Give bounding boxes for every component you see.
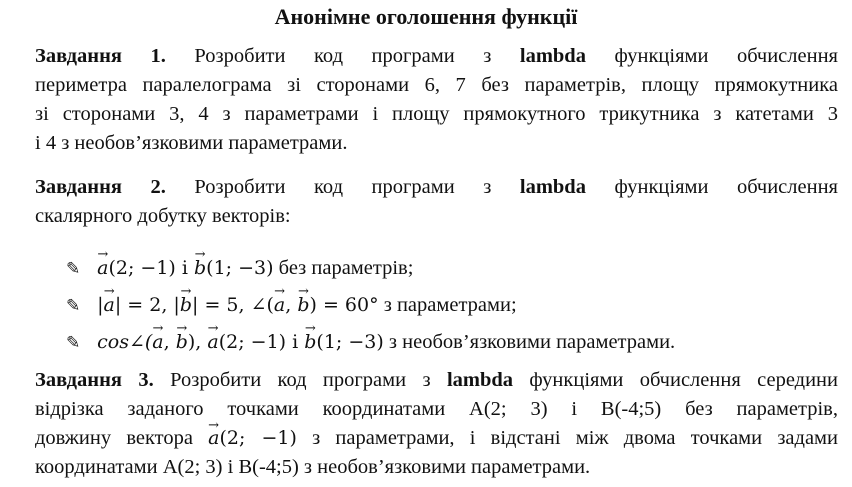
task-1 [35, 42, 838, 158]
task-3-line-4: координатами A(2; 3) і B(-4;5) з необов’язковими параметрами. [35, 456, 591, 478]
task-2 [35, 173, 838, 231]
vector-a: → a [207, 324, 218, 360]
vector-a: → a [208, 424, 219, 453]
page-title: Анонімне оголошення функції [274, 4, 578, 29]
task-1-line-4: і 4 з необов’язковими параметрами. [35, 132, 348, 154]
lambda-keyword: lambda [519, 176, 586, 198]
task-3-line-1: Завдання 3. Розробити код програми з lambda функціями обчислення середини [35, 369, 838, 391]
task-2-label: Завдання 2. [35, 176, 166, 198]
vector-a: → a [274, 287, 285, 323]
list-item: ✎ → a(2; −1) і → b(1; −3) без параметрів; [66, 250, 675, 287]
vector-b: → b [304, 324, 316, 360]
vector-b: → b [194, 250, 206, 286]
vector-a: → a [97, 250, 108, 286]
task-2-line-2: скалярного добутку векторів: [35, 205, 291, 227]
formula: cos∠(→ a, → b), → a(2; −1) і → b(1; −3) [97, 331, 384, 353]
task-3-line-2: відрізка заданого точками координатами A(2; 3) і B(-4;5) без параметрів, [35, 398, 838, 420]
task-3-label: Завдання 3. [35, 369, 154, 391]
list-item: ✎ |→ a| = 2, |→ b| = 5, ∠(→ a, → b) = 60° з параметрами; [66, 287, 675, 324]
formula: → a(2; −1) і → b(1; −3) [97, 257, 273, 279]
task-1-line-1: Завдання 1. Розробити код програми з lambda функціями обчислення [35, 45, 838, 67]
bullet-icon: ✎ [66, 259, 81, 278]
formula: |→ a| = 2, |→ b| = 5, ∠(→ a, → b) = 60° [97, 294, 378, 316]
task-1-line-3: зі сторонами 3, 4 з параметрами і площу прямокутного трикутника з катетами 3 [35, 103, 838, 125]
task-3-line-3: довжину вектора → a(2; −1) з параметрами, і відстані між двома точками задами [35, 424, 838, 453]
vector-a: → a [152, 324, 163, 360]
formula: → a(2; −1) [208, 427, 297, 449]
task-2-line-1: Завдання 2. Розробити код програми з lambda функціями обчислення [35, 176, 838, 198]
task-2-list [66, 250, 675, 361]
lambda-keyword: lambda [446, 369, 514, 391]
vector-b: → b [297, 287, 309, 323]
bullet-icon: ✎ [66, 296, 81, 315]
task-3 [35, 366, 838, 482]
task-1-label: Завдання 1. [35, 45, 166, 67]
lambda-keyword: lambda [519, 45, 586, 67]
vector-b: → b [176, 324, 188, 360]
list-item: ✎ cos∠(→ a, → b), → a(2; −1) і → b(1; −3) з необов’язковими параметрами. [66, 324, 675, 361]
vector-b: → b [180, 287, 192, 323]
task-1-line-2: периметра паралелограма зі сторонами 6, 7 без параметрів, площу прямокутника [35, 74, 838, 96]
bullet-icon: ✎ [66, 333, 81, 352]
vector-a: → a [104, 287, 115, 323]
